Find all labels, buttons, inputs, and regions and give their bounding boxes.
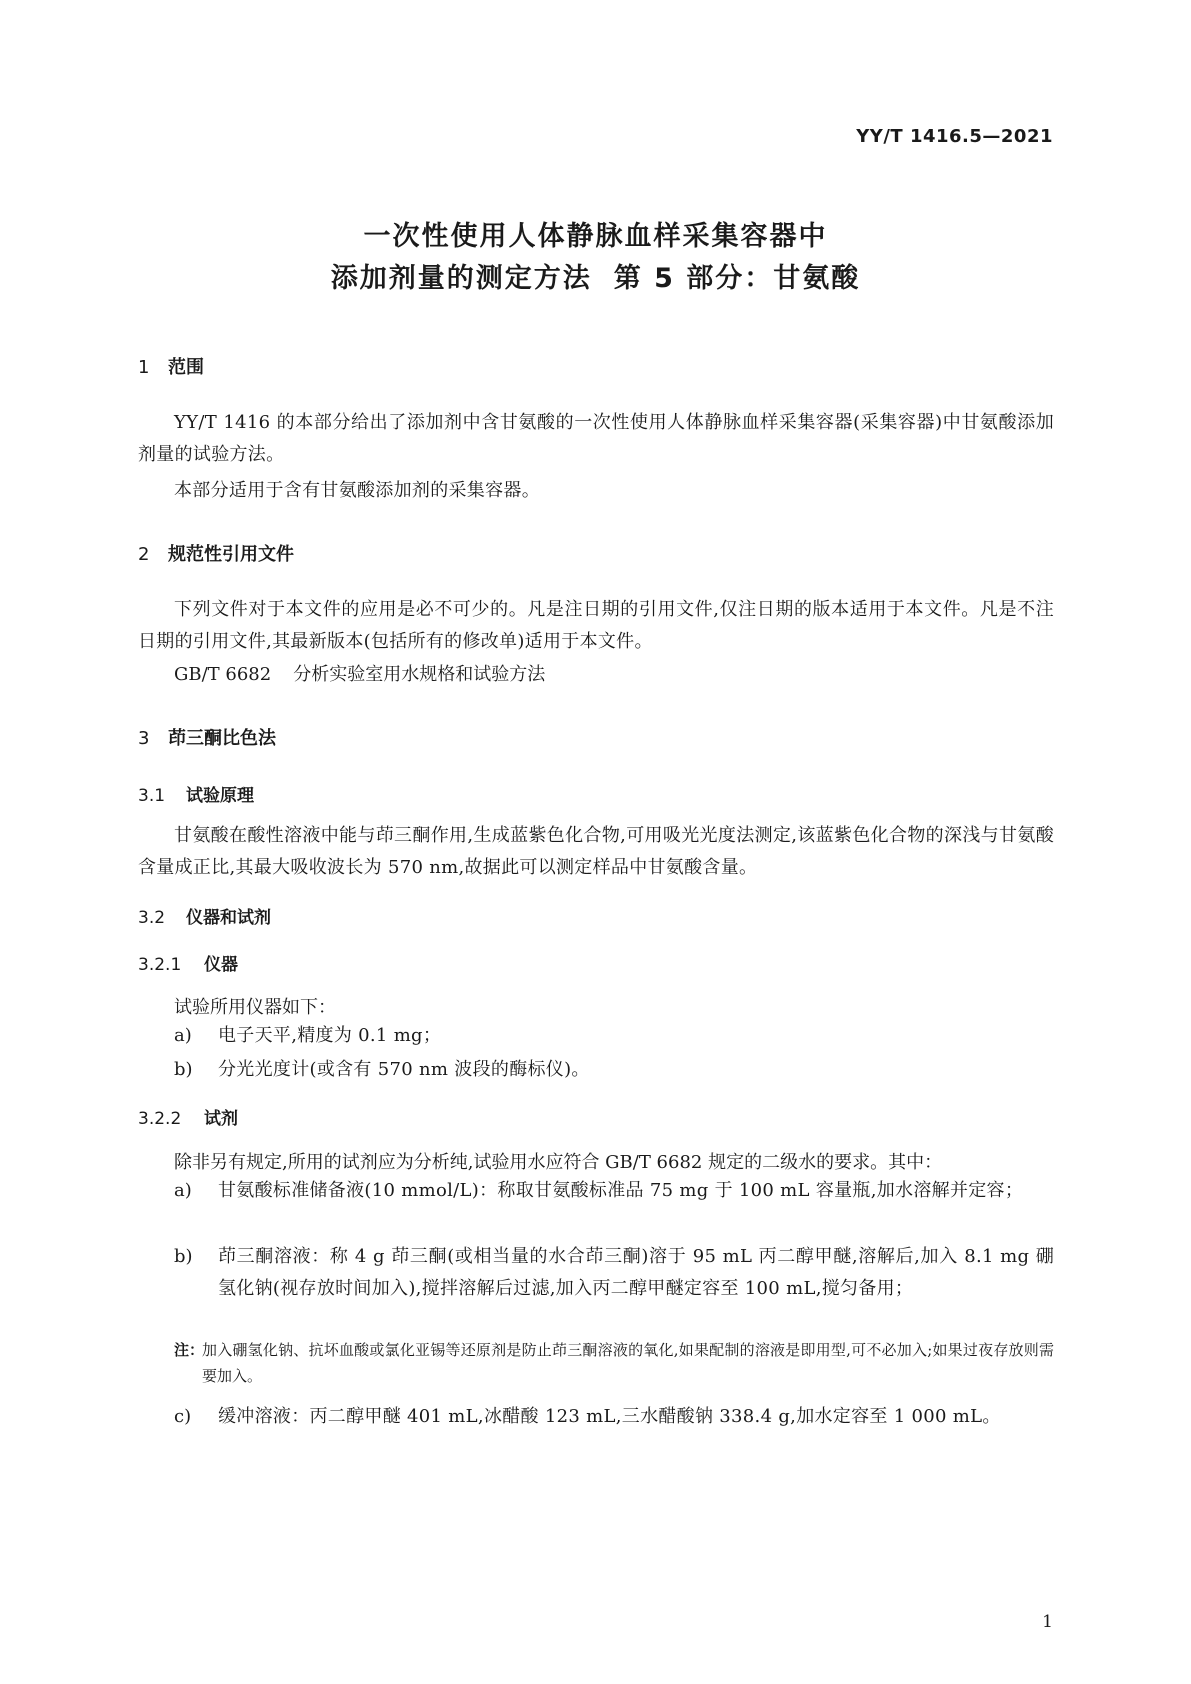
item-label: c) — [174, 1406, 192, 1427]
heading-section-3-2-1 — [138, 950, 238, 975]
section-number: 1 — [138, 357, 150, 378]
note-text: 加入硼氢化钠、抗坏血酸或氯化亚锡等还原剂是防止茚三酮溶液的氧化,如果配制的溶液是即用型,可不必加入;如果过夜存放则需要加入。 — [202, 1341, 1054, 1385]
item-label: b) — [174, 1246, 193, 1267]
normative-reference — [174, 660, 545, 686]
heading-section-3-2 — [138, 903, 271, 928]
instrument-item-b — [174, 1054, 1054, 1086]
title-line-2 — [0, 256, 1191, 295]
section-number: 2 — [138, 544, 150, 565]
section-3-2-1-intro: 试验所用仪器如下： — [174, 997, 336, 1018]
heading-section-3 — [138, 724, 276, 750]
reference-code: GB/T 6682 — [174, 664, 272, 685]
item-label: b) — [174, 1059, 193, 1080]
heading-section-3-1 — [138, 781, 254, 806]
item-text: 茚三酮溶液：称 4 g 茚三酮(或相当量的水合茚三酮)溶于 95 mL 丙二醇甲醚,溶解后,加入 8.1 mg 硼氢化钠(视存放时间加入),搅拌溶解后过滤,加入丙二醇甲醚定容至 100 mL,搅匀备用； — [218, 1246, 1054, 1299]
item-text: 甘氨酸标准储备液(10 mmol/L)：称取甘氨酸标准品 75 mg 于 100 mL 容量瓶,加水溶解并定容； — [218, 1180, 1024, 1201]
item-text: 缓冲溶液：丙二醇甲醚 401 mL,冰醋酸 123 mL,三水醋酸钠 338.4 g,加水定容至 1 000 mL。 — [218, 1406, 1001, 1427]
title-line-1: 一次性使用人体静脉血样采集容器中 — [363, 221, 828, 252]
reagent-item-c — [174, 1401, 1054, 1433]
section-3-1-paragraph: 甘氨酸在酸性溶液中能与茚三酮作用,生成蓝紫色化合物,可用吸光光度法测定,该蓝紫色化合物的深浅与甘氨酸含量成正比,其最大吸收波长为 570 nm,故据此可以测定样品中甘氨酸含量。 — [138, 825, 1054, 878]
section-number: 3 — [138, 728, 150, 749]
heading-section-2 — [138, 540, 294, 566]
section-title: 仪器 — [204, 955, 238, 975]
section-1-paragraph-2: 本部分适用于含有甘氨酸添加剂的采集容器。 — [174, 480, 540, 501]
reference-title: 分析实验室用水规格和试验方法 — [293, 664, 546, 685]
section-number: 3.1 — [138, 786, 166, 806]
section-title: 规范性引用文件 — [168, 544, 294, 565]
section-title: 范围 — [168, 357, 204, 378]
note — [174, 1337, 1054, 1389]
instrument-item-a — [174, 1020, 1054, 1052]
section-title: 仪器和试剂 — [186, 908, 271, 928]
section-3-2-2-intro: 除非另有规定,所用的试剂应为分析纯,试验用水应符合 GB/T 6682 规定的二级水的要求。其中： — [174, 1152, 943, 1173]
section-1-paragraph-1: YY/T 1416 的本部分给出了添加剂中含甘氨酸的一次性使用人体静脉血样采集容器(采集容器)中甘氨酸添加剂量的试验方法。 — [138, 412, 1054, 465]
section-title: 试验原理 — [186, 786, 254, 806]
item-label: a) — [174, 1025, 192, 1046]
item-label: a) — [174, 1180, 192, 1201]
title-line-2-main: 添加剂量的测定方法 — [330, 263, 592, 294]
heading-section-1 — [138, 353, 204, 379]
title-line-2-part: 第 5 部分：甘氨酸 — [613, 263, 861, 294]
section-title: 试剂 — [204, 1109, 238, 1129]
item-text: 分光光度计(或含有 570 nm 波段的酶标仪)。 — [218, 1059, 590, 1080]
section-number: 3.2 — [138, 908, 166, 928]
standard-number: YY/T 1416.5—2021 — [856, 126, 1053, 147]
reagent-item-a — [174, 1175, 1054, 1207]
section-2-paragraph-1: 下列文件对于本文件的应用是必不可少的。凡是注日期的引用文件,仅注日期的版本适用于本文件。凡是不注日期的引用文件,其最新版本(包括所有的修改单)适用于本文件。 — [138, 599, 1054, 652]
section-number: 3.2.2 — [138, 1109, 182, 1129]
reagent-item-b — [174, 1241, 1054, 1305]
item-text: 电子天平,精度为 0.1 mg； — [218, 1025, 442, 1046]
heading-section-3-2-2 — [138, 1104, 238, 1129]
section-number: 3.2.1 — [138, 955, 182, 975]
page-number: 1 — [1042, 1612, 1053, 1632]
section-title: 茚三酮比色法 — [168, 728, 276, 749]
note-label: 注： — [174, 1341, 205, 1359]
